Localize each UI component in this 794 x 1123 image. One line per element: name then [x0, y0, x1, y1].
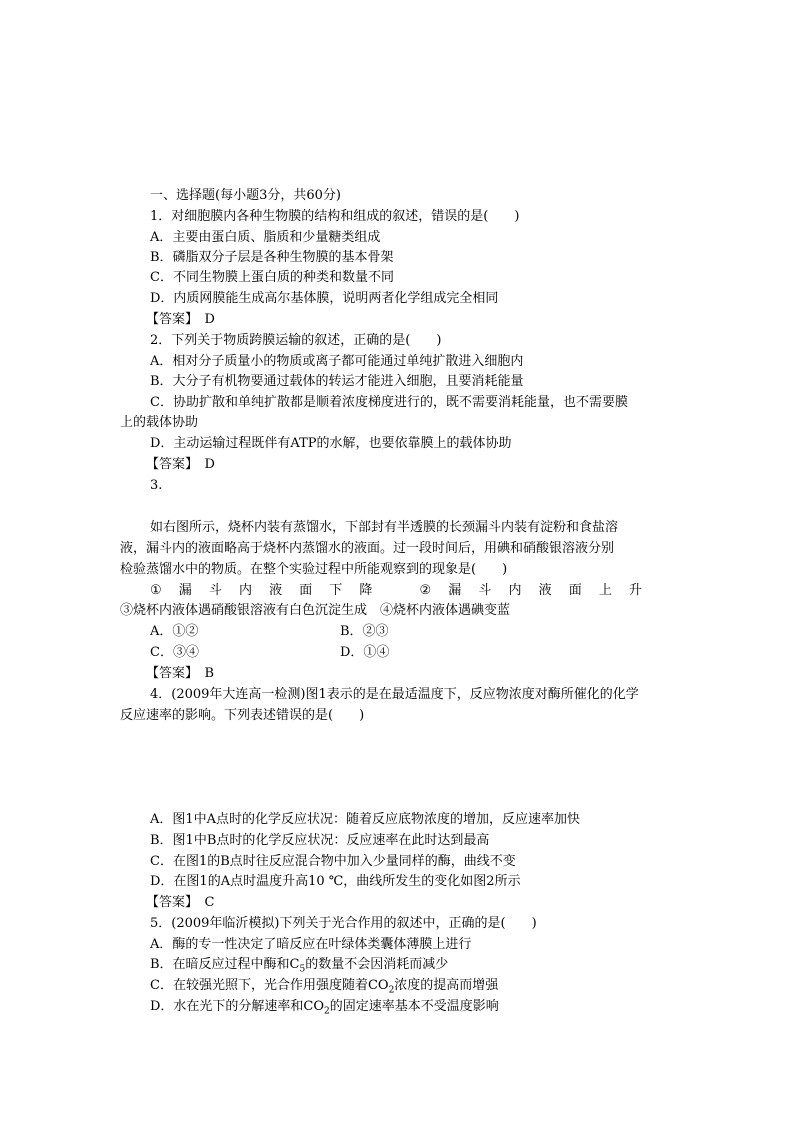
question-1-stem: 1．对细胞膜内各种生物膜的结构和组成的叙述，错误的是( ) [150, 209, 520, 224]
question-3-option-b: B．②③ [340, 624, 389, 639]
option-text: 的固定速率基本不受温度影响 [329, 999, 499, 1014]
question-5-option-a: A．酶的专一性决定了暗反应在叶绿体类囊体薄膜上进行 [150, 937, 472, 952]
question-2-option-a: A．相对分子质量小的物质或离子都可能通过单纯扩散进入细胞内 [150, 354, 524, 369]
question-5-stem: 5．(2009年临沂模拟)下列关于光合作用的叙述中，正确的是( ) [150, 916, 537, 931]
question-3-number: 3. [150, 478, 163, 493]
obs-char: 面 [568, 583, 582, 598]
option-text: D．水在光下的分解速率和CO [150, 999, 325, 1014]
option-text: C．在较强光照下，光合作用强度随着CO [150, 978, 389, 993]
question-4-option-a: A．图1中A点时的化学反应状况：随着反应底物浓度的增加，反应速率加快 [150, 812, 581, 827]
question-1-option-c: C．不同生物膜上蛋白质的种类和数量不同 [150, 270, 394, 285]
question-2-option-c-cont: 上的载体协助 [120, 415, 199, 430]
question-5-option-c [150, 976, 498, 996]
answer-label: 【答案】 [146, 666, 192, 681]
obs-char: 液 [269, 583, 283, 598]
obs-char: 内 [238, 583, 252, 598]
question-1-option-d: D．内质网膜能生成高尔基体膜，说明两者化学组成完全相同 [150, 291, 499, 306]
question-3-option-a: A．①② [150, 624, 199, 639]
question-2-answer [146, 455, 215, 475]
question-3-stem-line3: 检验蒸馏水中的物质。在整个实验过程中所能观察到的现象是( ) [120, 562, 508, 577]
obs-char: 斗 [208, 583, 222, 598]
question-3-observations-line2: ③烧杯内液体遇硝酸银溶液有白色沉淀生成 ④烧杯内液体遇碘变蓝 [120, 603, 511, 618]
question-3-observations-line1 [150, 581, 642, 601]
question-2-option-d: D．主动运输过程既伴有ATP的水解，也要依靠膜上的载体协助 [150, 436, 512, 451]
obs-char: 内 [508, 583, 522, 598]
question-5-option-d [150, 997, 499, 1017]
question-1-option-a: A．主要由蛋白质、脂质和少量糖类组成 [150, 230, 381, 245]
answer-value: C [204, 895, 215, 910]
question-3-option-c: C．③④ [150, 645, 199, 660]
option-text: B．在暗反应过程中酶和C [150, 957, 300, 972]
question-4-answer [146, 893, 214, 913]
question-3-stem-line2: 液，漏斗内的液面略高于烧杯内蒸馏水的液面。过一段时间后，用碘和硝酸银溶液分别 [120, 541, 615, 556]
obs-char: 液 [538, 583, 552, 598]
answer-value: D [204, 457, 215, 472]
question-3-answer [146, 664, 214, 684]
question-2-option-b: B．大分子有机物要通过载体的转运才能进入细胞，且要消耗能量 [150, 374, 524, 389]
subscript: 5 [299, 964, 306, 975]
obs-char: 下 [329, 583, 343, 598]
subscript: 2 [324, 1006, 330, 1017]
obs-char: ① [150, 583, 162, 598]
obs-char: 漏 [448, 583, 462, 598]
question-3-option-d: D．①④ [340, 645, 390, 660]
obs-char: 漏 [178, 583, 192, 598]
answer-label: 【答案】 [146, 895, 192, 910]
option-text: 浓度的提高而增强 [394, 978, 499, 993]
question-4-option-c: C．在图1的B点时往反应混合物中加入少量同样的酶，曲线不变 [150, 854, 516, 869]
obs-char: 上 [598, 583, 612, 598]
answer-label: 【答案】 [146, 312, 192, 327]
answer-value: D [204, 312, 215, 327]
question-4-stem-line1: 4．(2009年大连高一检测)图1表示的是在最适温度下，反应物浓度对酶所催化的化学 [150, 687, 639, 702]
question-1-answer [146, 310, 215, 330]
subscript: 2 [388, 985, 395, 996]
question-4-stem-line2: 反应速率的影响。下列表述错误的是( ) [120, 708, 365, 723]
question-3-stem-line1: 如右图所示，烧杯内装有蒸馏水，下部封有半透膜的长颈漏斗内装有淀粉和食盐溶 [150, 520, 619, 535]
answer-value: B [204, 666, 215, 681]
question-4-option-d: D．在图1的A点时温度升高10 ℃，曲线所发生的变化如图2所示 [150, 874, 521, 889]
question-4-option-b: B．图1中B点时的化学反应状况：反应速率在此时达到最高 [150, 833, 490, 848]
obs-char: ② [419, 583, 432, 598]
question-2-stem: 2．下列关于物质跨膜运输的叙述，正确的是( ) [150, 333, 442, 348]
question-2-option-c: C．协助扩散和单纯扩散都是顺着浓度梯度进行的，既不需要消耗能量，也不需要膜 [150, 395, 628, 410]
obs-char: 斗 [478, 583, 492, 598]
section-title: 一、选择题(每小题3分，共60分) [150, 188, 341, 203]
question-1-option-b: B．磷脂双分子层是各种生物膜的基本骨架 [150, 250, 394, 265]
obs-char: 面 [299, 583, 313, 598]
obs-char: 降 [359, 583, 373, 598]
option-text: 的数量不会因消耗而减少 [305, 957, 449, 972]
question-5-option-b [150, 955, 448, 975]
answer-label: 【答案】 [146, 457, 192, 472]
obs-char: 升 [628, 583, 642, 598]
